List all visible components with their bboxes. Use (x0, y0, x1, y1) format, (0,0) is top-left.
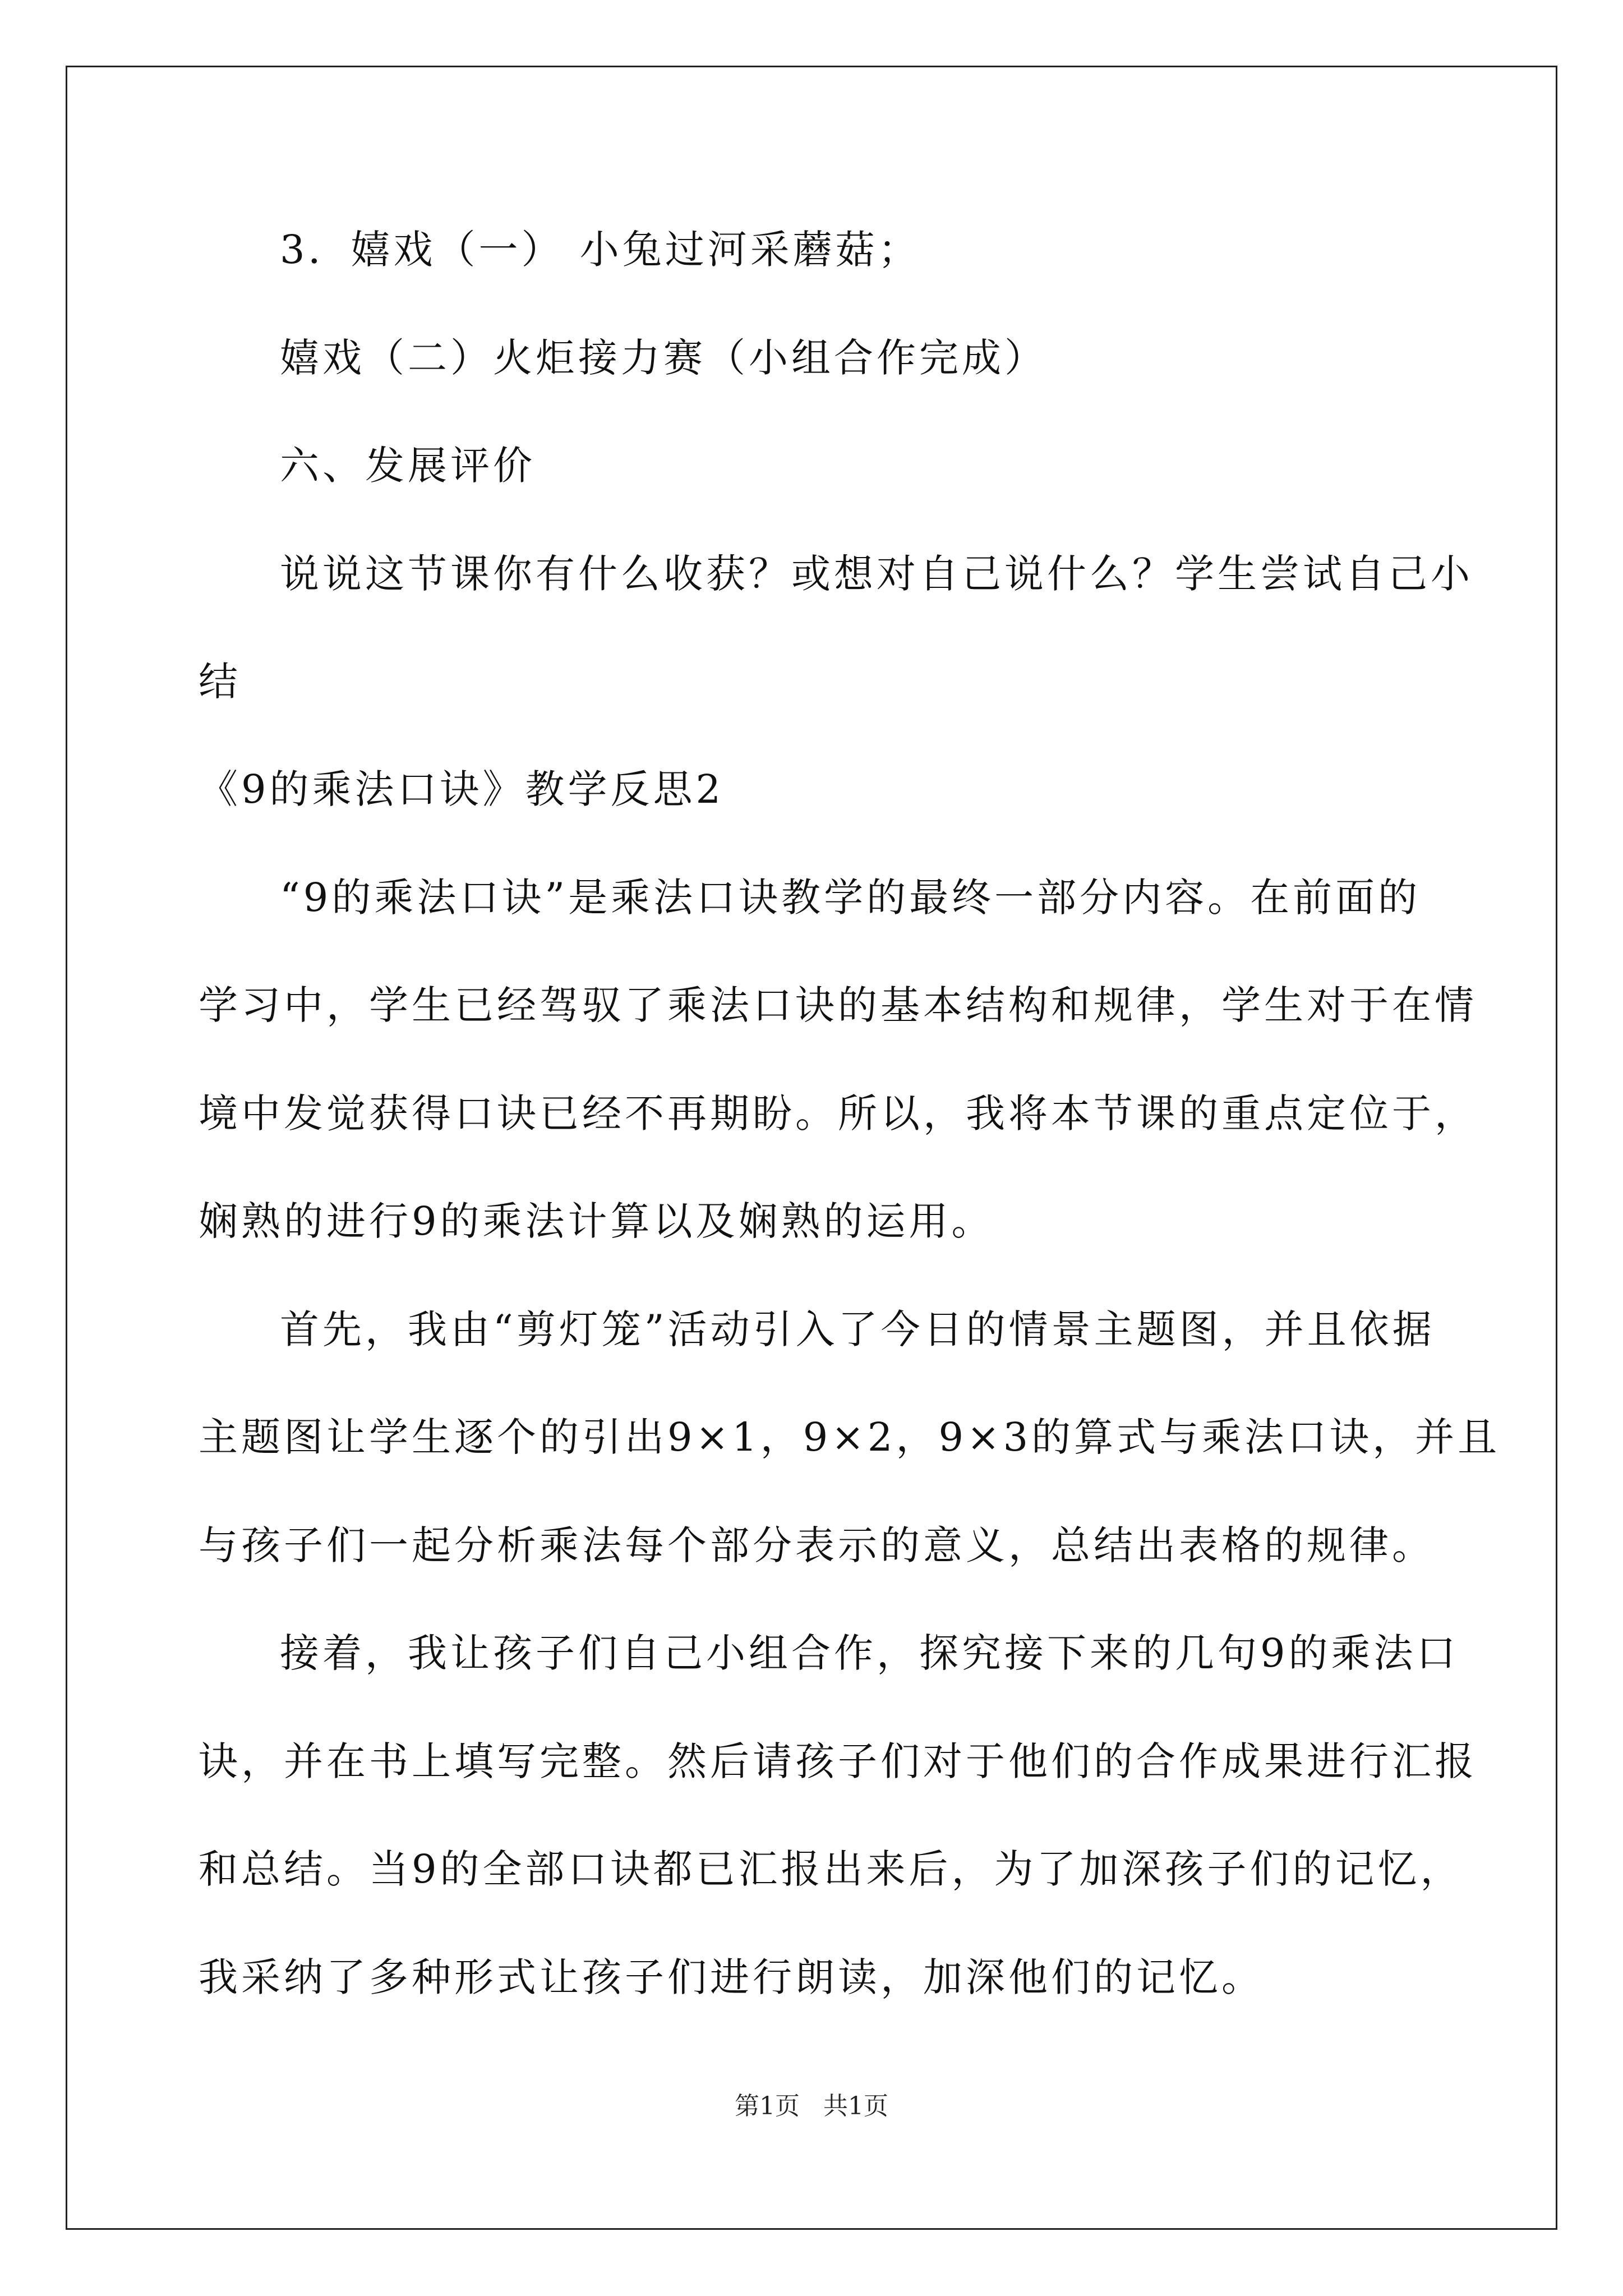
paragraph-line: 娴熟的进行9的乘法计算以及娴熟的运用。 (199, 1198, 994, 1244)
paragraph-line: “9的乘法口诀”是乘法口诀教学的最终一部分内容。在前面的 (280, 875, 1421, 921)
paragraph-line: 接着，我让孩子们自己小组合作，探究接下来的几句9的乘法口 (280, 1630, 1459, 1676)
paragraph-line: 境中发觉获得口诀已经不再期盼。所以，我将本节课的重点定位于， (199, 1091, 1477, 1137)
paragraph-line: 说说这节课你有什么收获？或想对自己说什么？学生尝试自己小 (280, 551, 1473, 597)
paragraph-line: 与孩子们一起分析乘法每个部分表示的意义，总结出表格的规律。 (199, 1522, 1435, 1568)
paragraph-line: 嬉戏（二）火炬接力赛（小组合作完成） (280, 335, 1047, 381)
section-heading: 六、发展评价 (280, 443, 536, 489)
paragraph-line: 和总结。当9的全部口诀都已汇报出来后，为了加深孩子们的记忆， (199, 1846, 1463, 1892)
paragraph-line: 我采纳了多种形式让孩子们进行朗读，加深他们的记忆。 (199, 1954, 1264, 2000)
paragraph-line: 3．嬉戏（一） 小兔过河采蘑菇； (280, 227, 921, 273)
paragraph-line: 主题图让学生逐个的引出9×1，9×2，9×3的算式与乘法口诀，并且 (199, 1414, 1501, 1460)
paragraph-line: 结 (199, 659, 241, 705)
paragraph-line: 首先，我由“剪灯笼”活动引入了今日的情景主题图，并且依据 (280, 1306, 1435, 1352)
paragraph-line: 诀，并在书上填写完整。然后请孩子们对于他们的合作成果进行汇报 (199, 1738, 1477, 1784)
document-title: 《9的乘法口诀》教学反思2 (199, 766, 725, 812)
page-footer: 第1页 共1页 (735, 2092, 888, 2120)
page-border (66, 66, 1557, 2230)
paragraph-line: 学习中，学生已经驾驭了乘法口诀的基本结构和规律，学生对于在情 (199, 982, 1477, 1028)
